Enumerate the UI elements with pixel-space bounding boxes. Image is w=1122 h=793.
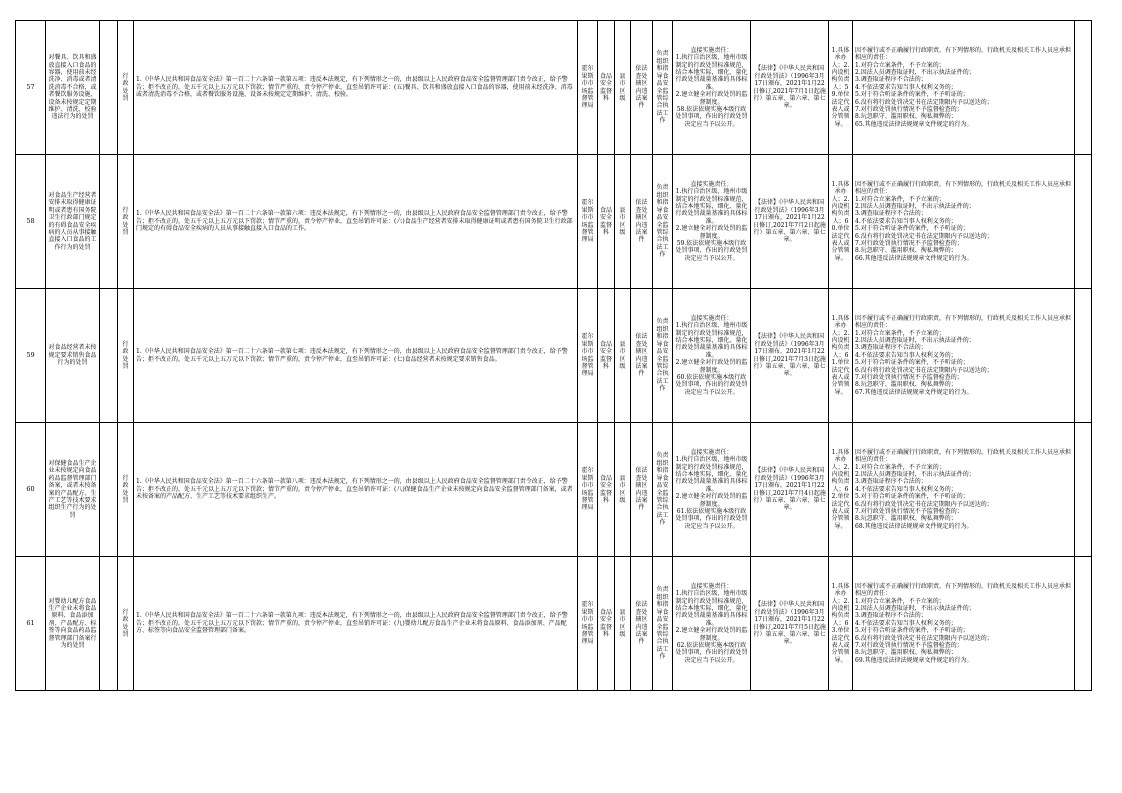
row-number: 60 — [16, 423, 46, 557]
row-number: 59 — [16, 289, 46, 423]
accountability-list-line: 6.没有将行政处罚决定书在法定期限内予以送达的； — [855, 232, 993, 240]
exercise-level: 县市区级 — [615, 557, 631, 691]
accountability-list-line: 3.调查取证程序不合法的； — [855, 210, 927, 218]
accountability-list — [853, 21, 1075, 155]
duty-list — [673, 289, 751, 423]
table-row — [16, 289, 1092, 423]
accountability-list-line: 8.玩忽职守、滥用职权、徇私舞弊的； — [855, 649, 957, 657]
matter-scope: 依法查处辖区内违法案件 — [631, 21, 653, 155]
accountability-list-line: 65.其他违反法律法规规章文件规定的行为。 — [855, 120, 973, 128]
accountability-list-line: 8.玩忽职守、滥用职权、徇私舞弊的； — [855, 381, 957, 389]
legal-basis: 1.《中华人民共和国食品安全法》第一百二十六条第一款第九项：违反本法规定，有下列情形之一的，由县级以上人民政府食品安全监督管理部门责令改正，给予警告；拒不改正的，处五千元以上五万元以下罚款；情节严重的，责令停产停业，直至吊销许可证：(九)婴幼儿配方食品生产企业未将食品原料、食品添加剂、产品配方、标签等向食品安全监督管理部门备案。 — [134, 557, 578, 691]
responsibility-summary: 负责组织和指导食品安全监管综合执法工作 — [653, 21, 673, 155]
exercise-level: 县市区级 — [615, 423, 631, 557]
implementing-org: 霍尔果斯市市场监督管理局 — [578, 557, 598, 691]
accountability-list-line: 4.不依法要求告知当事人权利义务的； — [855, 217, 957, 225]
duty-list-line: 1.执行自治区级、地州市级制定的行政处罚标准规范，结合本地实际，细化、量化行政处罚裁量基准的具体标准。 — [675, 188, 748, 225]
table-body — [16, 21, 1092, 691]
accountability-list-line: 7.对行政处罚执行情况不予监督检查的； — [855, 508, 963, 516]
accountability-list-line: 4.不依法要求告知当事人权利义务的； — [855, 619, 957, 627]
responsible-office: 食品安全监督科 — [598, 557, 615, 691]
blank-cell — [100, 155, 118, 289]
item-name: 对保健食品生产企业未按规定向食品药品监督管理部门备案，或者未按备案的产品配方、生产工艺等技术要求组织生产行为的处罚 — [46, 423, 100, 557]
implementing-org: 霍尔果斯市市场监督管理局 — [578, 289, 598, 423]
accountability-list-line: 6.没有将行政处罚决定书在法定期限内予以送达的； — [855, 98, 993, 106]
power-type: 行政处罚 — [118, 557, 134, 691]
duty-list — [673, 423, 751, 557]
exercise-level: 县市区级 — [615, 21, 631, 155]
responsible-unit: 1.具体承办人；2.内设机构负责人；62.单位法定代表人或分管领导。 — [829, 423, 853, 557]
accountability-list — [853, 557, 1075, 691]
responsible-office: 食品安全监督科 — [598, 155, 615, 289]
duty-list-line: 直接实施责任： — [690, 46, 733, 54]
item-name: 对婴幼儿配方食品生产企业未将食品原料、食品添加剂、产品配方、标签等向食品药品监督管理部门备案行为的处罚 — [46, 557, 100, 691]
duty-list — [673, 155, 751, 289]
accountability-list-line: 6.没有将行政处罚决定书在法定期限内予以送达的； — [855, 634, 993, 642]
blank-cell — [1075, 423, 1092, 557]
blank-cell — [100, 289, 118, 423]
blank-cell — [1075, 289, 1092, 423]
responsible-unit: 1.具体承办人；2.内设机构负责人；60.单位法定代表人或分管领导。 — [829, 155, 853, 289]
accountability-list-line: 8.玩忽职守、滥用职权、徇私舞弊的； — [855, 113, 957, 121]
responsibility-summary: 负责组织和指导食品安全监管综合执法工作 — [653, 289, 673, 423]
law-reference: 【法律】《中华人民共和国行政处罚法》（1996年3月17日颁布，2021年1月22日修订,2021年7月5日起施行）第五章、第六章、第七章。 — [751, 557, 829, 691]
accountability-list-line: 3.调查取证程序不合法的； — [855, 478, 927, 486]
duty-list-line: 2.建立健全对行政处罚的监督制度。 — [675, 225, 748, 240]
duty-list-line: 2.建立健全对行政处罚的监督制度。 — [675, 627, 748, 642]
table-row — [16, 155, 1092, 289]
duty-list-line: 1.执行自治区级、地州市级制定的行政处罚标准规范，结合本地实际，细化、量化行政处罚裁量基准的具体标准。 — [675, 456, 748, 493]
accountability-list — [853, 289, 1075, 423]
responsible-office: 食品安全监督科 — [598, 21, 615, 155]
accountability-list-line: 3.调查取证程序不合法的； — [855, 76, 927, 84]
accountability-list-line: 5.对于符合听证条件的案件，不予听证的； — [855, 359, 969, 367]
duty-list-line: 1.执行自治区级、地州市级制定的行政处罚标准规范，结合本地实际，细化、量化行政处罚裁量基准的具体标准。 — [675, 54, 748, 91]
accountability-list-line: 因不履行或不正确履行行政职责，有下列情形的，行政机关及相关工作人员应承担相应的责任： — [855, 46, 1072, 62]
item-name: 对餐具、饮具和盛放直接入口食品的容器，使用前未经洗净、消毒或者清洗消毒不合格，或者餐饮服务设施、设备未按规定定期维护、清洗、校验违法行为的处罚 — [46, 21, 100, 155]
accountability-list-line: 1.对符合立案条件，不予立案的； — [855, 463, 945, 471]
responsible-office: 食品安全监督科 — [598, 423, 615, 557]
duty-list-line: 62.依法依规实施本级行政处罚事项，作出的行政处罚决定应当予以公开。 — [675, 642, 748, 664]
implementing-org: 霍尔果斯市市场监督管理局 — [578, 423, 598, 557]
accountability-list-line: 1.对符合立案条件，不予立案的； — [855, 61, 945, 69]
exercise-level: 县市区级 — [615, 289, 631, 423]
responsibility-summary: 负责组织和指导食品安全监管综合执法工作 — [653, 557, 673, 691]
power-list-table — [15, 20, 1092, 691]
item-name: 对食品生产经营者安排未取得健康证明或者患有国务院卫生行政部门规定的有碍食品安全疾病的人员从事接触直接入口食品的工作行为的处罚 — [46, 155, 100, 289]
duty-list-line: 61.依法依规实施本级行政处罚事项，作出的行政处罚决定应当予以公开。 — [675, 508, 748, 530]
duty-list — [673, 557, 751, 691]
responsible-unit: 1.具体承办人；2.内设机构负责人；61.单位法定代表人或分管领导。 — [829, 289, 853, 423]
accountability-list-line: 67.其他违反法律法规规章文件规定的行为。 — [855, 388, 973, 396]
implementing-org: 霍尔果斯市市场监督管理局 — [578, 21, 598, 155]
accountability-list-line: 69.其他违反法律法规规章文件规定的行为。 — [855, 656, 973, 664]
row-number: 57 — [16, 21, 46, 155]
row-number: 61 — [16, 557, 46, 691]
accountability-list-line: 7.对行政处罚执行情况不予监督检查的； — [855, 374, 963, 382]
duty-list-line: 直接实施责任： — [690, 448, 733, 456]
responsible-office: 食品安全监督科 — [598, 289, 615, 423]
accountability-list-line: 2.因法人员调查取证时，不出示执法证件的； — [855, 68, 975, 76]
power-type: 行政处罚 — [118, 289, 134, 423]
accountability-list-line: 因不履行或不正确履行行政职责，有下列情形的，行政机关及相关工作人员应承担相应的责任： — [855, 180, 1072, 196]
blank-cell — [100, 21, 118, 155]
accountability-list-line: 5.对于符合听证条件的案件，不予听证的； — [855, 493, 969, 501]
accountability-list-line: 5.对于符合听证条件的案件，不予听证的； — [855, 225, 969, 233]
power-type: 行政处罚 — [118, 155, 134, 289]
matter-scope: 依法查处辖区内违法案件 — [631, 155, 653, 289]
item-name: 对食品经营者未按规定要求销售食品行为的处罚 — [46, 289, 100, 423]
legal-basis: 1.《中华人民共和国食品安全法》第一百二十六条第一款第七项：违反本法规定，有下列情形之一的，由县级以上人民政府食品安全监督管理部门责令改正，给予警告；拒不改正的，处五千元以上五万元以下罚款；情节严重的，责令停产停业，直至吊销许可证：(七)食品经营者未按规定要求销售食品。 — [134, 289, 578, 423]
duty-list-line: 直接实施责任： — [690, 180, 733, 188]
law-reference: 【法律】《中华人民共和国行政处罚法》（1996年3月17日颁布，2021年1月22日修订,2021年7月3日起施行）第五章、第六章、第七章。 — [751, 289, 829, 423]
blank-cell — [1075, 21, 1092, 155]
implementing-org: 霍尔果斯市市场监督管理局 — [578, 155, 598, 289]
accountability-list-line: 因不履行或不正确履行行政职责，有下列情形的，行政机关及相关工作人员应承担相应的责任： — [855, 582, 1072, 598]
accountability-list-line: 1.对符合立案条件，不予立案的； — [855, 329, 945, 337]
blank-cell — [100, 423, 118, 557]
accountability-list-line: 2.因法人员调查取证时，不出示执法证件的； — [855, 336, 975, 344]
accountability-list-line: 因不履行或不正确履行行政职责，有下列情形的，行政机关及相关工作人员应承担相应的责任： — [855, 448, 1072, 464]
law-reference: 【法律】《中华人民共和国行政处罚法》（1996年3月17日颁布，2021年1月22日修订,2021年7月4日起施行）第五章、第六章、第七章。 — [751, 423, 829, 557]
power-type: 行政处罚 — [118, 21, 134, 155]
duty-list — [673, 21, 751, 155]
duty-list-line: 直接实施责任： — [690, 314, 733, 322]
accountability-list-line: 1.对符合立案条件，不予立案的； — [855, 597, 945, 605]
blank-cell — [100, 557, 118, 691]
accountability-list — [853, 423, 1075, 557]
accountability-list — [853, 155, 1075, 289]
accountability-list-line: 3.调查取证程序不合法的； — [855, 612, 927, 620]
row-number: 58 — [16, 155, 46, 289]
blank-cell — [1075, 557, 1092, 691]
responsibility-summary: 负责组织和指导食品安全监管综合执法工作 — [653, 423, 673, 557]
accountability-list-line: 6.没有将行政处罚决定书在法定期限内予以送达的； — [855, 500, 993, 508]
accountability-list-line: 2.因法人员调查取证时，不出示执法证件的； — [855, 202, 975, 210]
blank-cell — [1075, 155, 1092, 289]
duty-list-line: 2.建立健全对行政处罚的监督制度。 — [675, 91, 748, 106]
matter-scope: 依法查处辖区内违法案件 — [631, 289, 653, 423]
duty-list-line: 58.依法依规实施本级行政处罚事项，作出的行政处罚决定应当予以公开。 — [675, 106, 748, 128]
accountability-list-line: 因不履行或不正确履行行政职责，有下列情形的，行政机关及相关工作人员应承担相应的责任： — [855, 314, 1072, 330]
duty-list-line: 1.执行自治区级、地州市级制定的行政处罚标准规范，结合本地实际，细化、量化行政处罚裁量基准的具体标准。 — [675, 590, 748, 627]
accountability-list-line: 2.因法人员调查取证时，不出示执法证件的； — [855, 604, 975, 612]
accountability-list-line: 68.其他违反法律法规规章文件规定的行为。 — [855, 522, 973, 530]
matter-scope: 依法查处辖区内违法案件 — [631, 423, 653, 557]
accountability-list-line: 7.对行政处罚执行情况不予监督检查的； — [855, 106, 963, 114]
accountability-list-line: 8.玩忽职守、滥用职权、徇私舞弊的； — [855, 247, 957, 255]
accountability-list-line: 5.对于符合听证条件的案件，不予听证的； — [855, 91, 969, 99]
responsible-unit: 1.具体承办人；2.内设机构负责人；59.单位法定代表人或分管领导。 — [829, 21, 853, 155]
legal-basis: 1.《中华人民共和国食品安全法》第一百二十六条第一款第六项：违反本法规定，有下列情形之一的，由县级以上人民政府食品安全监督管理部门责令改正，给予警告；拒不改正的，处五千元以上五万元以下罚款；情节严重的，责令停产停业，直至吊销许可证：(六)食品生产经营者安排未取得健康证明或者患有国务院卫生行政部门规定的有碍食品安全疾病的人员从事接触直接入口食品的工作。 — [134, 155, 578, 289]
power-type: 行政处罚 — [118, 423, 134, 557]
duty-list-line: 直接实施责任： — [690, 582, 733, 590]
responsible-unit: 1.具体承办人；2.内设机构负责人；63.单位法定代表人或分管领导。 — [829, 557, 853, 691]
duty-list-line: 2.建立健全对行政处罚的监督制度。 — [675, 359, 748, 374]
accountability-list-line: 7.对行政处罚执行情况不予监督检查的； — [855, 642, 963, 650]
accountability-list-line: 6.没有将行政处罚决定书在法定期限内予以送达的； — [855, 366, 993, 374]
accountability-list-line: 5.对于符合听证条件的案件，不予听证的； — [855, 627, 969, 635]
accountability-list-line: 7.对行政处罚执行情况不予监督检查的； — [855, 240, 963, 248]
accountability-list-line: 4.不依法要求告知当事人权利义务的； — [855, 351, 957, 359]
accountability-list-line: 4.不依法要求告知当事人权利义务的； — [855, 485, 957, 493]
accountability-list-line: 2.因法人员调查取证时，不出示执法证件的； — [855, 470, 975, 478]
table-row — [16, 557, 1092, 691]
duty-list-line: 60.依法依规实施本级行政处罚事项，作出的行政处罚决定应当予以公开。 — [675, 374, 748, 396]
responsibility-summary: 负责组织和指导食品安全监管综合执法工作 — [653, 155, 673, 289]
accountability-list-line: 8.玩忽职守、滥用职权、徇私舞弊的； — [855, 515, 957, 523]
matter-scope: 依法查处辖区内违法案件 — [631, 557, 653, 691]
accountability-list-line: 1.对符合立案条件，不予立案的； — [855, 195, 945, 203]
accountability-list-line: 66.其他违反法律法规规章文件规定的行为。 — [855, 254, 973, 262]
table-row — [16, 423, 1092, 557]
duty-list-line: 59.依法依规实施本级行政处罚事项，作出的行政处罚决定应当予以公开。 — [675, 240, 748, 262]
exercise-level: 县市区级 — [615, 155, 631, 289]
accountability-list-line: 4.不依法要求告知当事人权利义务的； — [855, 83, 957, 91]
duty-list-line: 2.建立健全对行政处罚的监督制度。 — [675, 493, 748, 508]
law-reference: 【法律】《中华人民共和国行政处罚法》（1996年3月17日颁布，2021年1月22日修订,2021年7月2日起施行）第五章、第六章、第七章。 — [751, 155, 829, 289]
accountability-list-line: 3.调查取证程序不合法的； — [855, 344, 927, 352]
legal-basis: 1.《中华人民共和国食品安全法》第一百二十六条第一款第八项：违反本法规定，有下列情形之一的，由县级以上人民政府食品安全监督管理部门责令改正，给予警告；拒不改正的，处五千元以上五万元以下罚款；情节严重的，责令停产停业，直至吊销许可证：(八)保健食品生产企业未按规定向食品安全监督管理部门备案，或者未按备案的产品配方、生产工艺等技术要求组织生产。 — [134, 423, 578, 557]
legal-basis: 1.《中华人民共和国食品安全法》第一百二十六条第一款第五项：违反本法规定，有下列情形之一的，由县级以上人民政府食品安全监督管理部门责令改正，给予警告；拒不改正的，处五千元以上五万元以下罚款；情节严重的，责令停产停业，直至吊销许可证：(五)餐具、饮具和盛放直接入口食品的容器，使用前未经洗净、消毒或者清洗消毒不合格，或者餐饮服务设施、设备未按规定定期维护、清洗、校验。 — [134, 21, 578, 155]
duty-list-line: 1.执行自治区级、地州市级制定的行政处罚标准规范，结合本地实际，细化、量化行政处罚裁量基准的具体标准。 — [675, 322, 748, 359]
law-reference: 【法律】《中华人民共和国行政处罚法》（1996年3月17日颁布，2021年1月22日修订,2021年7月1日起施行）第五章、第六章、第七章。 — [751, 21, 829, 155]
table-row — [16, 21, 1092, 155]
